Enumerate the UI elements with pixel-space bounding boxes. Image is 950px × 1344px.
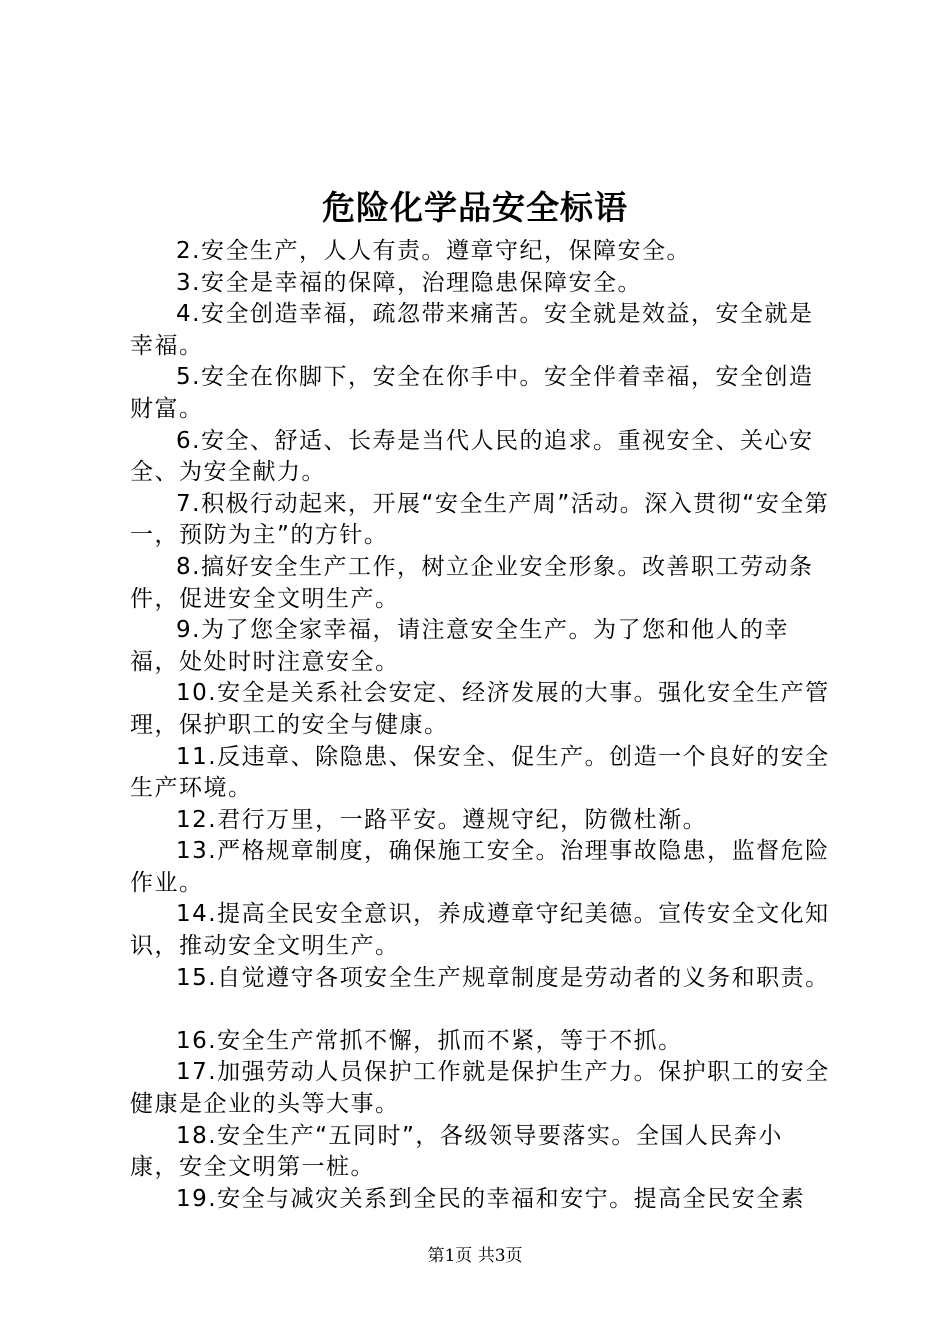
- paragraph: 7.积极行动起来，开展“安全生产周”活动。深入贯彻“安全第一，预防为主”的方针。: [130, 490, 830, 549]
- paragraph: 16.安全生产常抓不懈，抓而不紧，等于不抓。: [176, 1027, 683, 1054]
- blank-line: [130, 994, 830, 1026]
- paragraph: 12.君行万里，一路平安。遵规守纪，防微杜渐。: [176, 806, 708, 833]
- paragraph: 19.安全与减灾关系到全民的幸福和安宁。提高全民安全素: [176, 1185, 806, 1212]
- paragraph: 14.提高全民安全意识，养成遵章守纪美德。宣传安全文化知识，推动安全文明生产。: [130, 901, 830, 960]
- paragraph: 15.自觉遵守各项安全生产规章制度是劳动者的义务和职责。: [176, 964, 830, 991]
- paragraph: 10.安全是关系社会安定、经济发展的大事。强化安全生产管理，保护职工的安全与健康。: [130, 680, 830, 738]
- paragraph: 5.安全在你脚下，安全在你手中。安全伴着幸福，安全创造财富。: [130, 364, 814, 422]
- paragraph: 3.安全是幸福的保障，治理隐患保障安全。: [176, 269, 642, 296]
- paragraph: 8.搞好安全生产工作，树立企业安全形象。改善职工劳动条件，促进安全文明生产。: [130, 553, 814, 612]
- paragraph: 4.安全创造幸福，疏忽带来痛苦。安全就是效益，安全就是幸福。: [130, 301, 814, 359]
- paragraph: 17.加强劳动人员保护工作就是保护生产力。保护职工的安全健康是企业的头等大事。: [130, 1059, 830, 1118]
- paragraph: 6.安全、舒适、长寿是当代人民的追求。重视安全、关心安全、为安全献力。: [130, 427, 814, 486]
- paragraph: 2.安全生产，人人有责。遵章守纪，保障安全。: [176, 238, 691, 264]
- paragraph: 11.反违章、除隐患、保安全、促生产。创造一个良好的安全生产环境。: [130, 743, 830, 802]
- document-title: 危险化学品安全标语: [322, 188, 628, 227]
- paragraph: 18.安全生产“五同时”，各级领导要落实。全国人民奔小康，安全文明第一桩。: [130, 1122, 783, 1181]
- page-footer: 第1页 共3页: [427, 1246, 523, 1266]
- document-body: [130, 236, 830, 1215]
- paragraph: 9.为了您全家幸福，请注意安全生产。为了您和他人的幸福，处处时时注意安全。: [130, 617, 789, 675]
- paragraph: 13.严格规章制度，确保施工安全。治理事故隐患，监督危险作业。: [130, 838, 830, 896]
